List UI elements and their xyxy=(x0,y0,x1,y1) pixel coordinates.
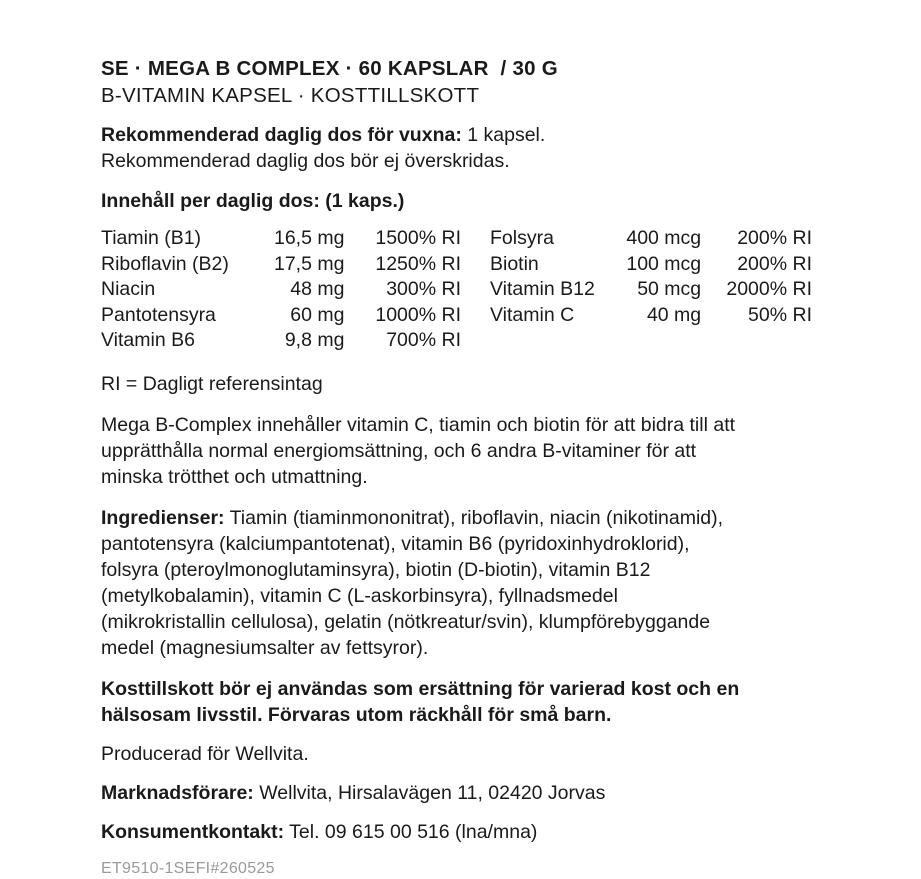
recommended-dose-label: Rekommenderad daglig dos för vuxna: xyxy=(101,124,462,146)
nutrient-amount: 100 mcg xyxy=(626,252,702,275)
nutrient-ri: 1500% RI xyxy=(375,227,461,249)
table-row xyxy=(490,252,812,278)
batch-code: ET9510-1SEFI#260525 xyxy=(101,859,275,877)
nutrient-name: Riboflavin (B2) xyxy=(101,252,229,275)
ingredients-paragraph xyxy=(101,505,746,661)
nutrient-name: Biotin xyxy=(490,252,539,275)
consumer-contact-value: Tel. 09 615 00 516 (lna/mna) xyxy=(284,820,538,843)
advisory-text: Kosttillskott bör ej användas som ersättning för varierad kost och en hälsosam livsstil. Förvaras utom räckhåll för små barn. xyxy=(101,677,740,726)
contents-heading: Innehåll per daglig dos: (1 kaps.) xyxy=(101,190,405,212)
product-subtitle: B-VITAMIN KAPSEL · KOSTTILLSKOTT xyxy=(101,84,480,107)
distributor-value: Wellvita, Hirsalavägen 11, 02420 Jorvas xyxy=(253,781,606,804)
nutrient-name: Vitamin C xyxy=(490,303,575,326)
nutrient-ri: 1250% RI xyxy=(375,252,461,275)
nutrient-ri: 300% RI xyxy=(386,278,461,300)
nutrient-ri: 2000% RI xyxy=(726,278,812,300)
recommended-dose-line xyxy=(101,122,921,148)
table-row xyxy=(101,328,461,354)
nutrition-table xyxy=(101,226,921,354)
nutrient-name: Vitamin B6 xyxy=(101,329,195,351)
ri-footnote: RI = Dagligt referensintag xyxy=(101,372,323,395)
recommended-dose-value: 1 kapsel. xyxy=(461,124,546,146)
product-description: Mega B-Complex innehåller vitamin C, tiamin och biotin för att bidra till att upprätthålla normal energiomsättning, och 6 andra B-vitaminer för att minska trötthet och utmattning. xyxy=(101,413,736,488)
producer-line: Producerad för Wellvita. xyxy=(101,742,309,765)
dose-warning-line: Rekommenderad daglig dos bör ej överskridas. xyxy=(101,150,510,172)
nutrient-amount: 40 mg xyxy=(646,303,702,326)
nutrition-right-column xyxy=(490,226,812,328)
nutrient-amount: 48 mg xyxy=(290,278,345,300)
table-row xyxy=(101,226,461,252)
nutrient-name: Tiamin (B1) xyxy=(101,227,202,249)
nutrient-ri: 700% RI xyxy=(386,329,461,351)
ingredients-text: Tiamin (tiaminmononitrat), riboflavin, niacin (nikotinamid), pantotensyra (kalciumpantotenat), vitamin B6 (pyridoxinhydroklorid), folsyra (pteroylmonoglutaminsyra), biotin (D-biotin), vitamin B12 (metylkobalamin), vitamin C (L-askorbinsyra), fyllnadsmedel (mikrokristallin cellulosa), gelatin (nötkreatur/svin), klumpförebyggande medel (magnesiumsalter av fettsyror). xyxy=(101,506,724,659)
nutrient-ri: 50% RI xyxy=(748,303,812,326)
table-row xyxy=(490,277,812,303)
consumer-contact-label: Konsumentkontakt: xyxy=(101,820,285,843)
nutrient-amount: 9,8 mg xyxy=(284,329,345,351)
table-row xyxy=(490,226,812,252)
ingredients-label: Ingredienser: xyxy=(101,506,225,529)
nutrient-amount: 400 mcg xyxy=(626,227,702,249)
nutrient-amount: 50 mcg xyxy=(637,278,702,300)
distributor-line xyxy=(101,780,741,806)
nutrient-name: Vitamin B12 xyxy=(490,278,595,300)
nutrient-ri: 200% RI xyxy=(737,252,812,275)
table-row xyxy=(101,252,461,278)
nutrient-amount: 16,5 mg xyxy=(273,227,345,249)
nutrient-ri: 1000% RI xyxy=(375,303,461,326)
table-row xyxy=(101,303,461,329)
nutrient-name: Niacin xyxy=(101,278,156,300)
nutrient-amount: 60 mg xyxy=(290,303,345,326)
product-title: SE · MEGA B COMPLEX · 60 KAPSLAR / 30 G xyxy=(101,57,558,80)
consumer-contact-line xyxy=(101,819,741,845)
table-row xyxy=(490,303,812,329)
nutrient-amount: 17,5 mg xyxy=(273,252,345,275)
table-row xyxy=(101,277,461,303)
nutrient-ri: 200% RI xyxy=(737,227,812,249)
nutrition-left-column xyxy=(101,226,461,354)
dosage-block xyxy=(101,122,921,174)
distributor-label: Marknadsförare: xyxy=(101,781,254,804)
nutrient-name: Pantotensyra xyxy=(101,303,216,326)
nutrient-name: Folsyra xyxy=(490,227,554,249)
